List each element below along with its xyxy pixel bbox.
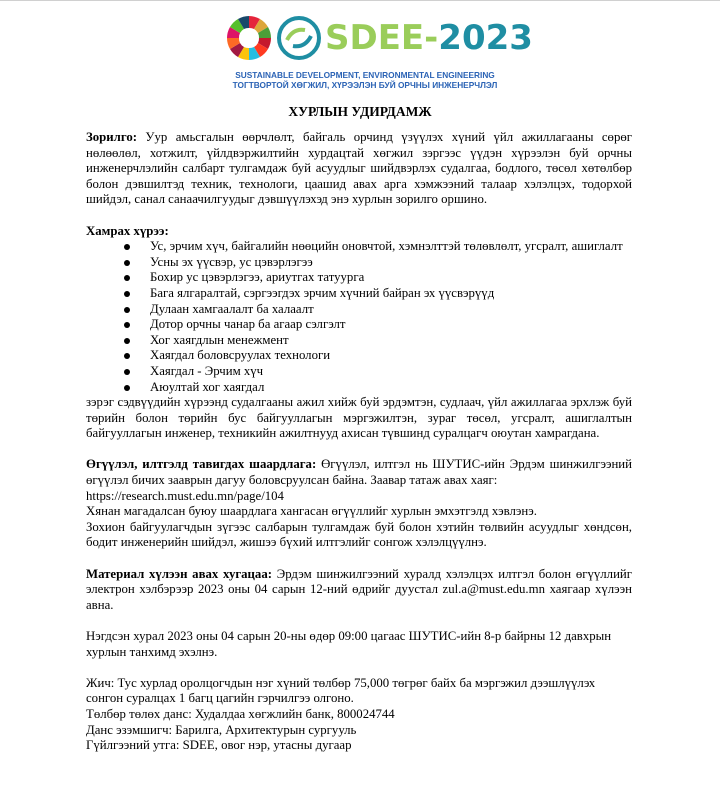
top-border	[0, 0, 720, 1]
conference-logo	[225, 14, 533, 94]
bullet-icon	[124, 385, 130, 391]
list-item: Аюултай хог хаягдал	[86, 380, 632, 396]
list-item: Хог хаягдлын менежмент	[86, 333, 632, 349]
account-holder: Данс эзэмшигч: Барилга, Архитектурын сургууль	[86, 722, 357, 737]
document-title: ХУРЛЫН УДИРДАМЖ	[288, 104, 432, 119]
transfer-reference: Гүйлгээний утга: SDEE, овог нэр, утасны дугаар	[86, 738, 352, 753]
document-body	[86, 130, 632, 754]
scope-heading: Хамрах хүрээ:	[86, 223, 169, 238]
bullet-icon	[124, 291, 130, 297]
scope-audience: зэрэг сэдвүүдийн хүрээнд судалгааны ажил хийж буй эрдэмтэн, судлаач, үйл ажиллагаа эрхлэж буй төрийн болон төрийн бус байгууллагын мэргэжилтэн, зураг төсөл, угсралт, ашиглалтын байгууллагын инженер, техникийн ажилтнууд ахисан түвшинд суралцагч оюутан хамрагдана.	[86, 395, 632, 441]
list-item: Хаягдал - Эрчим хүч	[86, 364, 632, 380]
list-item: Ус, эрчим хүч, байгалийн нөөцийн оновчтой, хэмнэлттэй төлөвлөлт, угсралт, ашиглалт	[86, 239, 632, 255]
list-item: Усны эх үүсвэр, ус цэвэрлэгээ	[86, 255, 632, 271]
list-item: Бага ялгаралтай, сэргээгдэх эрчим хүчний байран эх үүсвэрүүд	[86, 286, 632, 302]
goal-text: Уур амьсгалын өөрчлөлт, байгаль орчинд үзүүлэх хүний үйл ажиллагааны сөрөг нөлөөлөл, хотжилт, үйлдвэржилтийн хурдацтай хөгжил зэргээс үүдэн хүрээлэн буй орчны инженерчлэлийн салбарт тулгамдаж буй асуудлыг шийдвэрлэх судалгаа, бодлого, төсөл хөтөлбөр болон дэвшилтэд техник, технологи, цаашид авах арга хэмжээний талаар хэлэлцэх, тодорхой шийдэл, санал санаачилгуудыг дэвшүүлэхэд энэ хурлын зорилго оршино.	[86, 130, 632, 207]
logo-subtitle-mongolian: ТОГТВОРТОЙ ХӨГЖИЛ, ХҮРЭЭЛЭН БУЙ ОРЧНЫ ИНЖЕНЕРЧЛЭЛ	[232, 80, 498, 90]
fee-note: Жич: Тус хурлад оролцогчдын нэг хүний төлбөр 75,000 төгрөг байх ба мэргэжил дээшлүүлэх сонгон суралцах 1 багц цагийн гэрчилгээ олгоно.	[86, 675, 596, 706]
goal-label: Зорилго:	[86, 130, 137, 144]
bullet-icon	[124, 369, 130, 375]
payment-account: Төлбөр төлөх данс: Худалдаа хөгжлийн банк, 800024744	[86, 706, 395, 721]
submission-label: Материал хүлээн авах хугацаа:	[86, 566, 272, 581]
requirements-paragraph: Өгүүлэл, илтгэлд тавигдах шаардлага: Өгүүлэл, илтгэл нь ШУТИС-ийн Эрдэм шинжилгээний өгүүлэл бичих зааврын дагуу боловсруулсан байна. Заавар татаж авах хаяг:	[86, 457, 632, 488]
bullet-icon	[124, 260, 130, 266]
requirements-line3: Зохион байгуулагчдын зүгээс салбарын тулгамдаж буй болон хэтийн төлвийн асуудлыг хөндсөн, бодит инженерийн шийдэл, жишээ бүхий илтгэлийг сонгож хэлэлцүүлнэ.	[86, 519, 632, 550]
list-item: Хаягдал боловсруулах технологи	[86, 348, 632, 364]
scope-list	[86, 239, 632, 395]
logo-title: SDEE-2023	[325, 18, 533, 58]
list-item: Дотор орчны чанар ба агаар сэлгэлт	[86, 317, 632, 333]
requirements-label: Өгүүлэл, илтгэлд тавигдах шаардлага:	[86, 457, 317, 472]
bullet-icon	[124, 338, 130, 344]
list-item: Дулаан хамгаалалт ба халаалт	[86, 302, 632, 318]
bullet-icon	[124, 307, 130, 313]
goal-paragraph	[86, 130, 632, 208]
opening-paragraph: Нэгдсэн хурал 2023 оны 04 сарын 20-ны өдөр 09:00 цагаас ШУТИС-ийн 8-р байрны 12 давхрын хурлын танхимд эхэлнэ.	[86, 629, 612, 659]
requirements-line2: Хянан магадалсан буюу шаардлага хангасан өгүүллийг хурлын эмхэтгэлд хэвлэнэ.	[86, 504, 537, 519]
submission-paragraph: Материал хүлээн авах хугацаа: Эрдэм шинжилгээний хуралд хэлэлцэх илтгэл болон өгүүллийг электрон хэлбэрээр 2023 оны 04 сарын 12-ний өдрийг дуустал zul.a@must.edu.mn хаягаар хүлээн авна.	[86, 566, 633, 612]
logo-subtitle-english: SUSTAINABLE DEVELOPMENT, ENVIRONMENTAL ENGINEERING	[235, 70, 495, 80]
recycle-circle-icon	[277, 16, 321, 60]
guideline-link[interactable]: https://research.must.edu.mn/page/104	[86, 488, 284, 503]
list-item: Бохир ус цэвэрлэгээ, ариутгах татуурга	[86, 270, 632, 286]
sdg-wheel-icon	[225, 14, 273, 62]
